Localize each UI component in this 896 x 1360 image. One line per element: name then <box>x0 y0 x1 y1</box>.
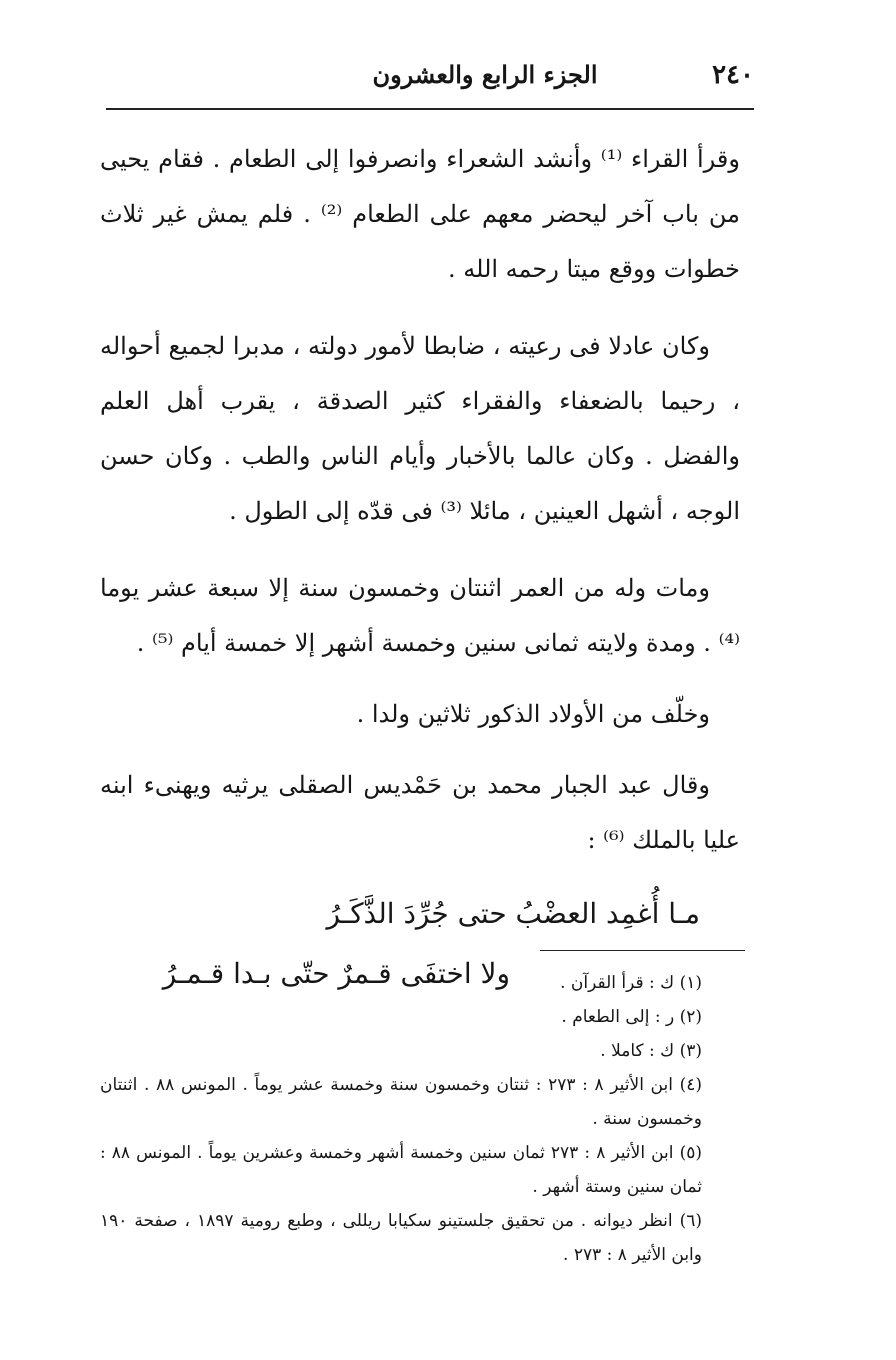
paragraph-4: وخلّف من الأولاد الذكور ثلاثين ولدا . <box>356 700 710 728</box>
verse-line-2: ولا اختفَى قـمرٌ حتّى بـدا قـمـرُ <box>162 957 510 990</box>
footnote-1: (١) ك : قرأ القرآن . <box>560 973 702 993</box>
header-rule <box>106 108 754 110</box>
footnote-6: (٦) انظر ديوانه . من تحقيق جلستينو سكيابا ريللى ، وطبع رومية ١٨٩٧ ، صفحة ١٩٠ وابن الأثير ٨ : ٢٧٣ . <box>100 1211 702 1265</box>
page-number: ٢٤٠ <box>712 60 754 90</box>
footnote-rule <box>540 950 745 951</box>
main-text <box>100 132 740 1004</box>
verse-line-1: مـا أُغمِد العضْبُ حتى جُرِّدَ الذَّكَـرُ <box>326 897 700 930</box>
paragraph-2: وكان عادلا فى رعيته ، ضابطا لأمور دولته ، مدبرا لجميع أحواله ، رحيما بالضعفاء والفقراء كثير الصدقة ، يقرب أهل العلم والفضل . وكان عالما بالأخبار وأيام الناس والطب . وكان حسن الوجه ، أشهل العينين ، مائلا ⁽³⁾ فى قدّه إلى الطول . <box>100 332 740 525</box>
footnote-5: (٥) ابن الأثير ٨ : ٢٧٣ ثمان سنين وخمسة أشهر وخمسة وعشرين يوماً . المونس ٨٨ : ثمان سنين وستة أشهر . <box>100 1143 702 1197</box>
page-header <box>106 52 754 102</box>
footnotes <box>100 966 740 1272</box>
footnote-3: (٣) ك : كاملا . <box>600 1041 702 1061</box>
paragraph-3: ومات وله من العمر اثنتان وخمسون سنة إلا سبعة عشر يوما ⁽⁴⁾ . ومدة ولايته ثمانى سنين وخمسة أشهر إلا خمسة أيام ⁽⁵⁾ . <box>100 574 740 657</box>
running-head: الجزء الرابع والعشرون <box>372 60 598 89</box>
footnote-4: (٤) ابن الأثير ٨ : ٢٧٣ : ثنتان وخمسون سنة وخمسة عشر يوماً . المونس ٨٨ . اثنتان وخمسون سنة . <box>100 1075 702 1129</box>
footnote-2: (٢) ر : إلى الطعام . <box>561 1007 702 1027</box>
paragraph-1: وقرأ القراء ⁽¹⁾ وأنشد الشعراء وانصرفوا إلى الطعام . فقام يحيى من باب آخر ليحضر معهم على الطعام ⁽²⁾ . فلم يمش غير ثلاث خطوات ووقع ميتا رحمه الله . <box>100 145 741 283</box>
paragraph-5: وقال عبد الجبار محمد بن حَمْديس الصقلى يرثيه ويهنىء ابنه عليا بالملك ⁽⁶⁾ : <box>100 771 740 854</box>
